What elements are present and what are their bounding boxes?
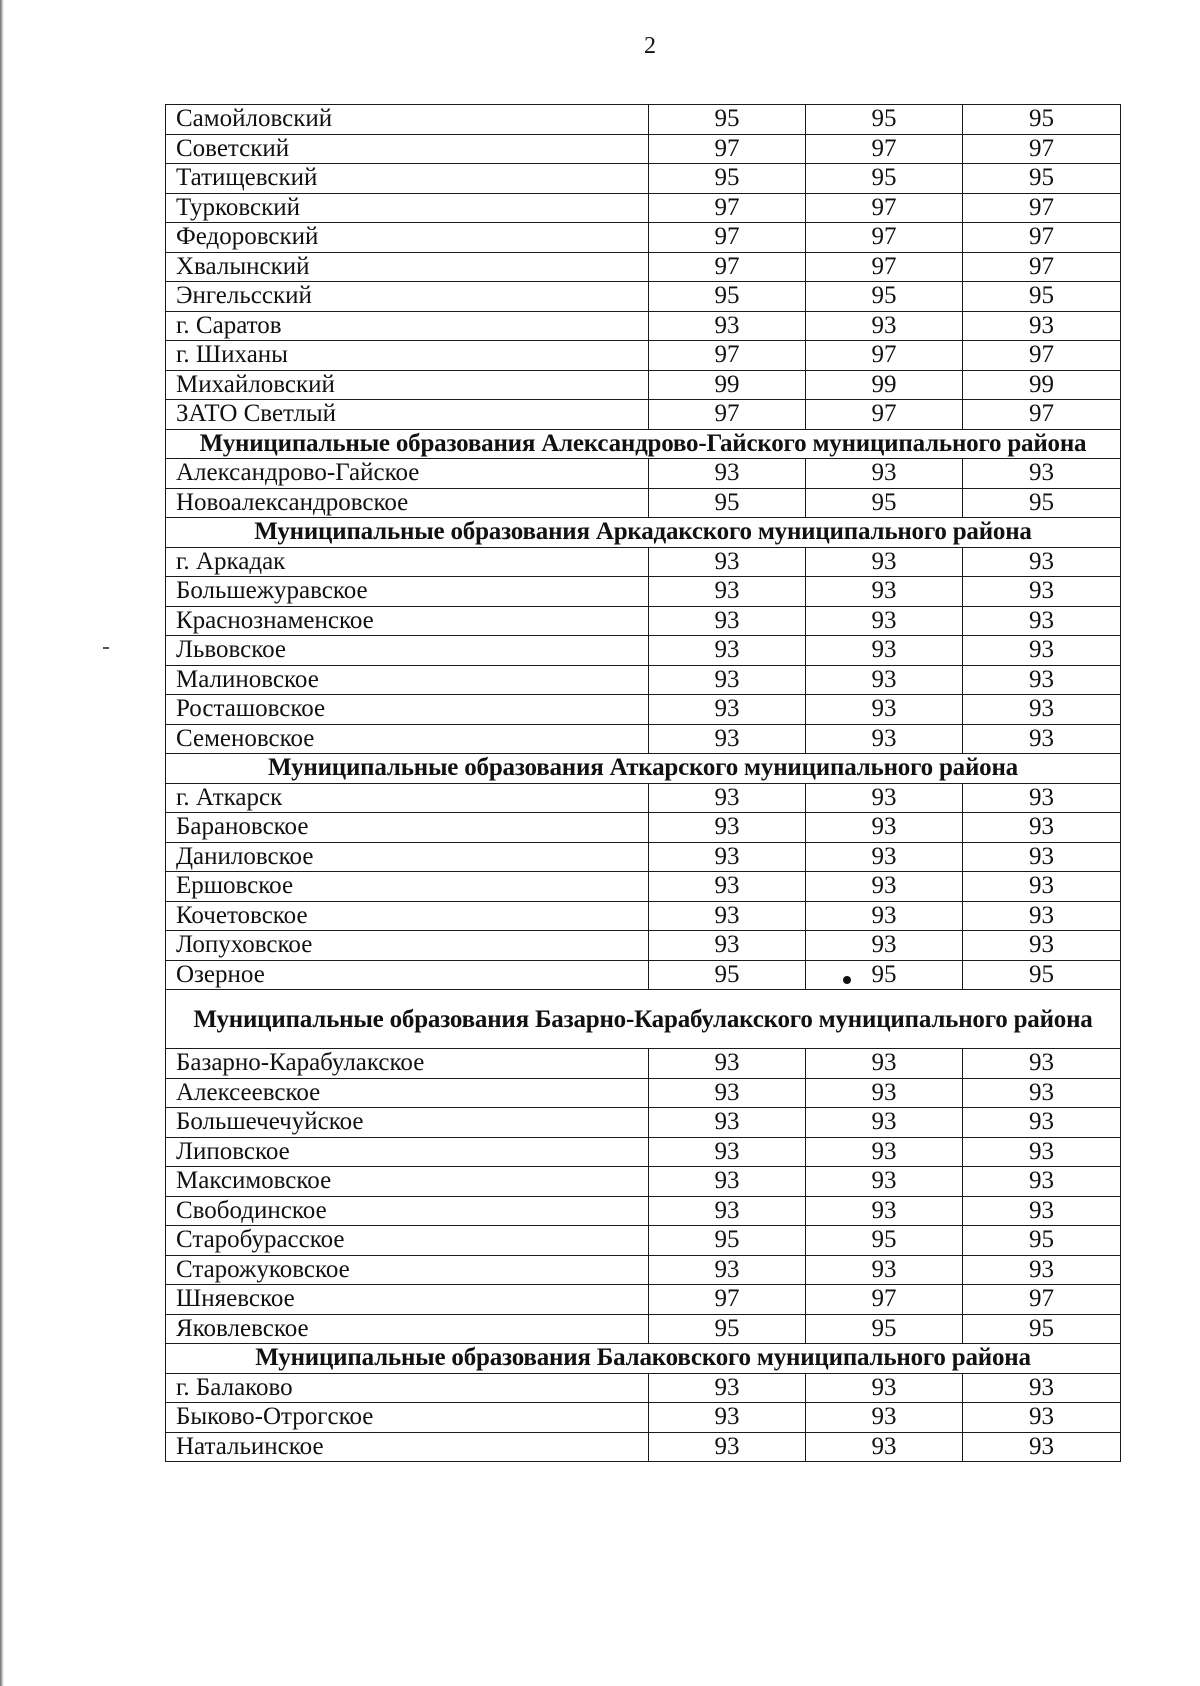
- value-cell-2: 97: [806, 252, 963, 282]
- value-cell-2: 93: [806, 1078, 963, 1108]
- table-row: [166, 488, 1121, 518]
- scan-edge-shadow: [0, 0, 4, 1686]
- table-row: [166, 577, 1121, 607]
- table-row: [166, 164, 1121, 194]
- municipality-name: Энгельсский: [166, 282, 649, 312]
- municipality-name: г. Аткарск: [166, 783, 649, 813]
- table-row: [166, 665, 1121, 695]
- value-cell-1: 93: [649, 1167, 806, 1197]
- value-cell-1: 93: [649, 1078, 806, 1108]
- scan-artifact-mark: [103, 647, 109, 649]
- value-cell-2: 93: [806, 1373, 963, 1403]
- municipality-name: Турковский: [166, 193, 649, 223]
- value-cell-1: 93: [649, 1137, 806, 1167]
- value-cell-2: 97: [806, 341, 963, 371]
- value-cell-2: 99: [806, 370, 963, 400]
- section-header-row: [166, 518, 1121, 548]
- value-cell-1: 93: [649, 872, 806, 902]
- section-title: Муниципальные образования Балаковского муниципального района: [166, 1344, 1121, 1374]
- value-cell-2: 93: [806, 665, 963, 695]
- value-cell-3: 97: [963, 252, 1121, 282]
- value-cell-2: 95: [806, 488, 963, 518]
- municipality-name: Большежуравское: [166, 577, 649, 607]
- value-cell-2: 93: [806, 1432, 963, 1462]
- value-cell-1: 95: [649, 164, 806, 194]
- value-cell-1: 93: [649, 459, 806, 489]
- value-cell-3: 95: [963, 960, 1121, 990]
- value-cell-3: 93: [963, 311, 1121, 341]
- value-cell-1: 95: [649, 488, 806, 518]
- table-row: [166, 1196, 1121, 1226]
- table-row: [166, 1049, 1121, 1079]
- value-cell-2: 93: [806, 1049, 963, 1079]
- municipality-name: Александрово-Гайское: [166, 459, 649, 489]
- municipality-name: Шняевское: [166, 1285, 649, 1315]
- value-cell-3: 97: [963, 134, 1121, 164]
- value-cell-3: 93: [963, 1137, 1121, 1167]
- municipality-name: Малиновское: [166, 665, 649, 695]
- value-cell-3: 93: [963, 842, 1121, 872]
- municipality-name: Семеновское: [166, 724, 649, 754]
- value-cell-2: 97: [806, 400, 963, 430]
- value-cell-3: 97: [963, 193, 1121, 223]
- value-cell-2: 95: [806, 105, 963, 135]
- value-cell-3: 93: [963, 1108, 1121, 1138]
- value-cell-3: 93: [963, 1078, 1121, 1108]
- scan-artifact-dot: [843, 976, 851, 984]
- municipal-table: [165, 104, 1121, 1462]
- table-row: [166, 842, 1121, 872]
- value-cell-2: 95: [806, 1314, 963, 1344]
- value-cell-1: 95: [649, 282, 806, 312]
- value-cell-1: 93: [649, 695, 806, 725]
- table-row: [166, 724, 1121, 754]
- table-row: [166, 134, 1121, 164]
- municipality-name: Самойловский: [166, 105, 649, 135]
- municipality-name: Большечечуйское: [166, 1108, 649, 1138]
- municipality-name: Базарно-Карабулакское: [166, 1049, 649, 1079]
- value-cell-2: 95: [806, 164, 963, 194]
- value-cell-2: 93: [806, 842, 963, 872]
- value-cell-1: 93: [649, 665, 806, 695]
- value-cell-3: 97: [963, 400, 1121, 430]
- value-cell-3: 93: [963, 459, 1121, 489]
- table-row: [166, 105, 1121, 135]
- value-cell-1: 97: [649, 252, 806, 282]
- section-header-row: [166, 1344, 1121, 1374]
- municipality-name: Алексеевское: [166, 1078, 649, 1108]
- value-cell-3: 97: [963, 223, 1121, 253]
- municipality-name: Ершовское: [166, 872, 649, 902]
- table-row: [166, 311, 1121, 341]
- table-row: [166, 282, 1121, 312]
- value-cell-2: 95: [806, 960, 963, 990]
- value-cell-2: 93: [806, 783, 963, 813]
- section-title: Муниципальные образования Аткарского муниципального района: [166, 754, 1121, 784]
- municipality-name: Хвалынский: [166, 252, 649, 282]
- table-row: [166, 252, 1121, 282]
- value-cell-1: 93: [649, 1196, 806, 1226]
- value-cell-2: 93: [806, 1403, 963, 1433]
- value-cell-3: 93: [963, 783, 1121, 813]
- value-cell-1: 93: [649, 547, 806, 577]
- value-cell-1: 93: [649, 311, 806, 341]
- municipality-name: Старобурасское: [166, 1226, 649, 1256]
- value-cell-2: 97: [806, 134, 963, 164]
- table-row: [166, 606, 1121, 636]
- page-number: 2: [644, 33, 656, 59]
- value-cell-3: 93: [963, 724, 1121, 754]
- value-cell-2: 93: [806, 872, 963, 902]
- value-cell-1: 93: [649, 1432, 806, 1462]
- value-cell-3: 93: [963, 636, 1121, 666]
- value-cell-3: 93: [963, 1167, 1121, 1197]
- section-title: Муниципальные образования Аркадакского муниципального района: [166, 518, 1121, 548]
- value-cell-2: 93: [806, 695, 963, 725]
- value-cell-2: 93: [806, 1108, 963, 1138]
- table-row: [166, 370, 1121, 400]
- table-row: [166, 223, 1121, 253]
- value-cell-2: 93: [806, 1196, 963, 1226]
- value-cell-1: 93: [649, 1255, 806, 1285]
- section-header-row: [166, 990, 1121, 1049]
- value-cell-2: 93: [806, 311, 963, 341]
- table-row: [166, 1285, 1121, 1315]
- value-cell-1: 93: [649, 813, 806, 843]
- value-cell-3: 93: [963, 695, 1121, 725]
- municipality-name: Максимовское: [166, 1167, 649, 1197]
- value-cell-2: 97: [806, 193, 963, 223]
- value-cell-1: 97: [649, 193, 806, 223]
- table-row: [166, 341, 1121, 371]
- table-row: [166, 931, 1121, 961]
- table-row: [166, 1108, 1121, 1138]
- value-cell-1: 93: [649, 901, 806, 931]
- table-row: [166, 1373, 1121, 1403]
- value-cell-3: 93: [963, 872, 1121, 902]
- table-row: [166, 695, 1121, 725]
- value-cell-1: 93: [649, 1373, 806, 1403]
- municipality-name: Быково-Отрогское: [166, 1403, 649, 1433]
- section-header-row: [166, 754, 1121, 784]
- value-cell-1: 99: [649, 370, 806, 400]
- municipality-name: г. Саратов: [166, 311, 649, 341]
- value-cell-1: 97: [649, 134, 806, 164]
- value-cell-3: 93: [963, 665, 1121, 695]
- table-row: [166, 636, 1121, 666]
- value-cell-2: 95: [806, 282, 963, 312]
- value-cell-2: 93: [806, 1137, 963, 1167]
- value-cell-3: 93: [963, 547, 1121, 577]
- value-cell-1: 93: [649, 1049, 806, 1079]
- value-cell-3: 97: [963, 1285, 1121, 1315]
- municipality-name: Краснознаменское: [166, 606, 649, 636]
- value-cell-3: 97: [963, 341, 1121, 371]
- value-cell-2: 93: [806, 931, 963, 961]
- value-cell-3: 93: [963, 1432, 1121, 1462]
- value-cell-2: 93: [806, 724, 963, 754]
- value-cell-1: 95: [649, 960, 806, 990]
- municipality-name: г. Шиханы: [166, 341, 649, 371]
- table-row: [166, 872, 1121, 902]
- value-cell-2: 97: [806, 223, 963, 253]
- value-cell-3: 93: [963, 606, 1121, 636]
- municipality-name: Озерное: [166, 960, 649, 990]
- municipality-name: Львовское: [166, 636, 649, 666]
- value-cell-2: 93: [806, 1255, 963, 1285]
- value-cell-2: 93: [806, 459, 963, 489]
- municipality-name: Старожуковское: [166, 1255, 649, 1285]
- municipality-name: Натальинское: [166, 1432, 649, 1462]
- value-cell-1: 93: [649, 724, 806, 754]
- value-cell-3: 95: [963, 105, 1121, 135]
- value-cell-3: 95: [963, 164, 1121, 194]
- table-row: [166, 1255, 1121, 1285]
- table-row: [166, 783, 1121, 813]
- table-row: [166, 960, 1121, 990]
- table-row: [166, 1226, 1121, 1256]
- value-cell-1: 93: [649, 606, 806, 636]
- municipality-name: Барановское: [166, 813, 649, 843]
- municipality-name: Михайловский: [166, 370, 649, 400]
- value-cell-2: 93: [806, 547, 963, 577]
- value-cell-3: 95: [963, 1314, 1121, 1344]
- value-cell-2: 93: [806, 813, 963, 843]
- municipality-name: ЗАТО Светлый: [166, 400, 649, 430]
- table-row: [166, 1078, 1121, 1108]
- value-cell-3: 93: [963, 1255, 1121, 1285]
- value-cell-3: 93: [963, 577, 1121, 607]
- table-row: [166, 1167, 1121, 1197]
- value-cell-3: 93: [963, 1196, 1121, 1226]
- value-cell-1: 95: [649, 1226, 806, 1256]
- municipality-name: Федоровский: [166, 223, 649, 253]
- municipality-name: Советский: [166, 134, 649, 164]
- municipality-name: г. Балаково: [166, 1373, 649, 1403]
- value-cell-1: 97: [649, 1285, 806, 1315]
- municipality-name: Татищевский: [166, 164, 649, 194]
- table-row: [166, 813, 1121, 843]
- value-cell-2: 97: [806, 1285, 963, 1315]
- value-cell-3: 95: [963, 1226, 1121, 1256]
- table-body: [166, 105, 1121, 1462]
- value-cell-2: 93: [806, 1167, 963, 1197]
- value-cell-1: 95: [649, 1314, 806, 1344]
- value-cell-1: 93: [649, 577, 806, 607]
- table-row: [166, 1432, 1121, 1462]
- municipality-name: Даниловское: [166, 842, 649, 872]
- value-cell-3: 95: [963, 488, 1121, 518]
- value-cell-2: 93: [806, 577, 963, 607]
- value-cell-1: 93: [649, 1108, 806, 1138]
- value-cell-3: 93: [963, 901, 1121, 931]
- value-cell-3: 93: [963, 1403, 1121, 1433]
- municipality-name: Лопуховское: [166, 931, 649, 961]
- municipality-name: Новоалександровское: [166, 488, 649, 518]
- value-cell-1: 93: [649, 636, 806, 666]
- value-cell-3: 95: [963, 282, 1121, 312]
- municipality-name: Липовское: [166, 1137, 649, 1167]
- municipality-name: Кочетовское: [166, 901, 649, 931]
- table-row: [166, 459, 1121, 489]
- table-row: [166, 901, 1121, 931]
- value-cell-1: 97: [649, 341, 806, 371]
- value-cell-3: 99: [963, 370, 1121, 400]
- value-cell-2: 93: [806, 606, 963, 636]
- value-cell-1: 97: [649, 223, 806, 253]
- municipality-name: Росташовское: [166, 695, 649, 725]
- value-cell-1: 97: [649, 400, 806, 430]
- section-title: Муниципальные образования Базарно-Карабулакского муниципального района: [166, 990, 1121, 1049]
- municipality-name: Яковлевское: [166, 1314, 649, 1344]
- municipality-name: г. Аркадак: [166, 547, 649, 577]
- table-row: [166, 1137, 1121, 1167]
- value-cell-1: 93: [649, 1403, 806, 1433]
- value-cell-1: 95: [649, 105, 806, 135]
- value-cell-2: 93: [806, 636, 963, 666]
- value-cell-3: 93: [963, 813, 1121, 843]
- value-cell-1: 93: [649, 931, 806, 961]
- table-row: [166, 1314, 1121, 1344]
- value-cell-1: 93: [649, 783, 806, 813]
- value-cell-1: 93: [649, 842, 806, 872]
- value-cell-3: 93: [963, 1373, 1121, 1403]
- table-row: [166, 1403, 1121, 1433]
- table-row: [166, 193, 1121, 223]
- table-row: [166, 547, 1121, 577]
- value-cell-2: 95: [806, 1226, 963, 1256]
- value-cell-3: 93: [963, 1049, 1121, 1079]
- table-row: [166, 400, 1121, 430]
- section-title: Муниципальные образования Александрово-Гайского муниципального района: [166, 429, 1121, 459]
- section-header-row: [166, 429, 1121, 459]
- value-cell-2: 93: [806, 901, 963, 931]
- value-cell-3: 93: [963, 931, 1121, 961]
- municipality-name: Свободинское: [166, 1196, 649, 1226]
